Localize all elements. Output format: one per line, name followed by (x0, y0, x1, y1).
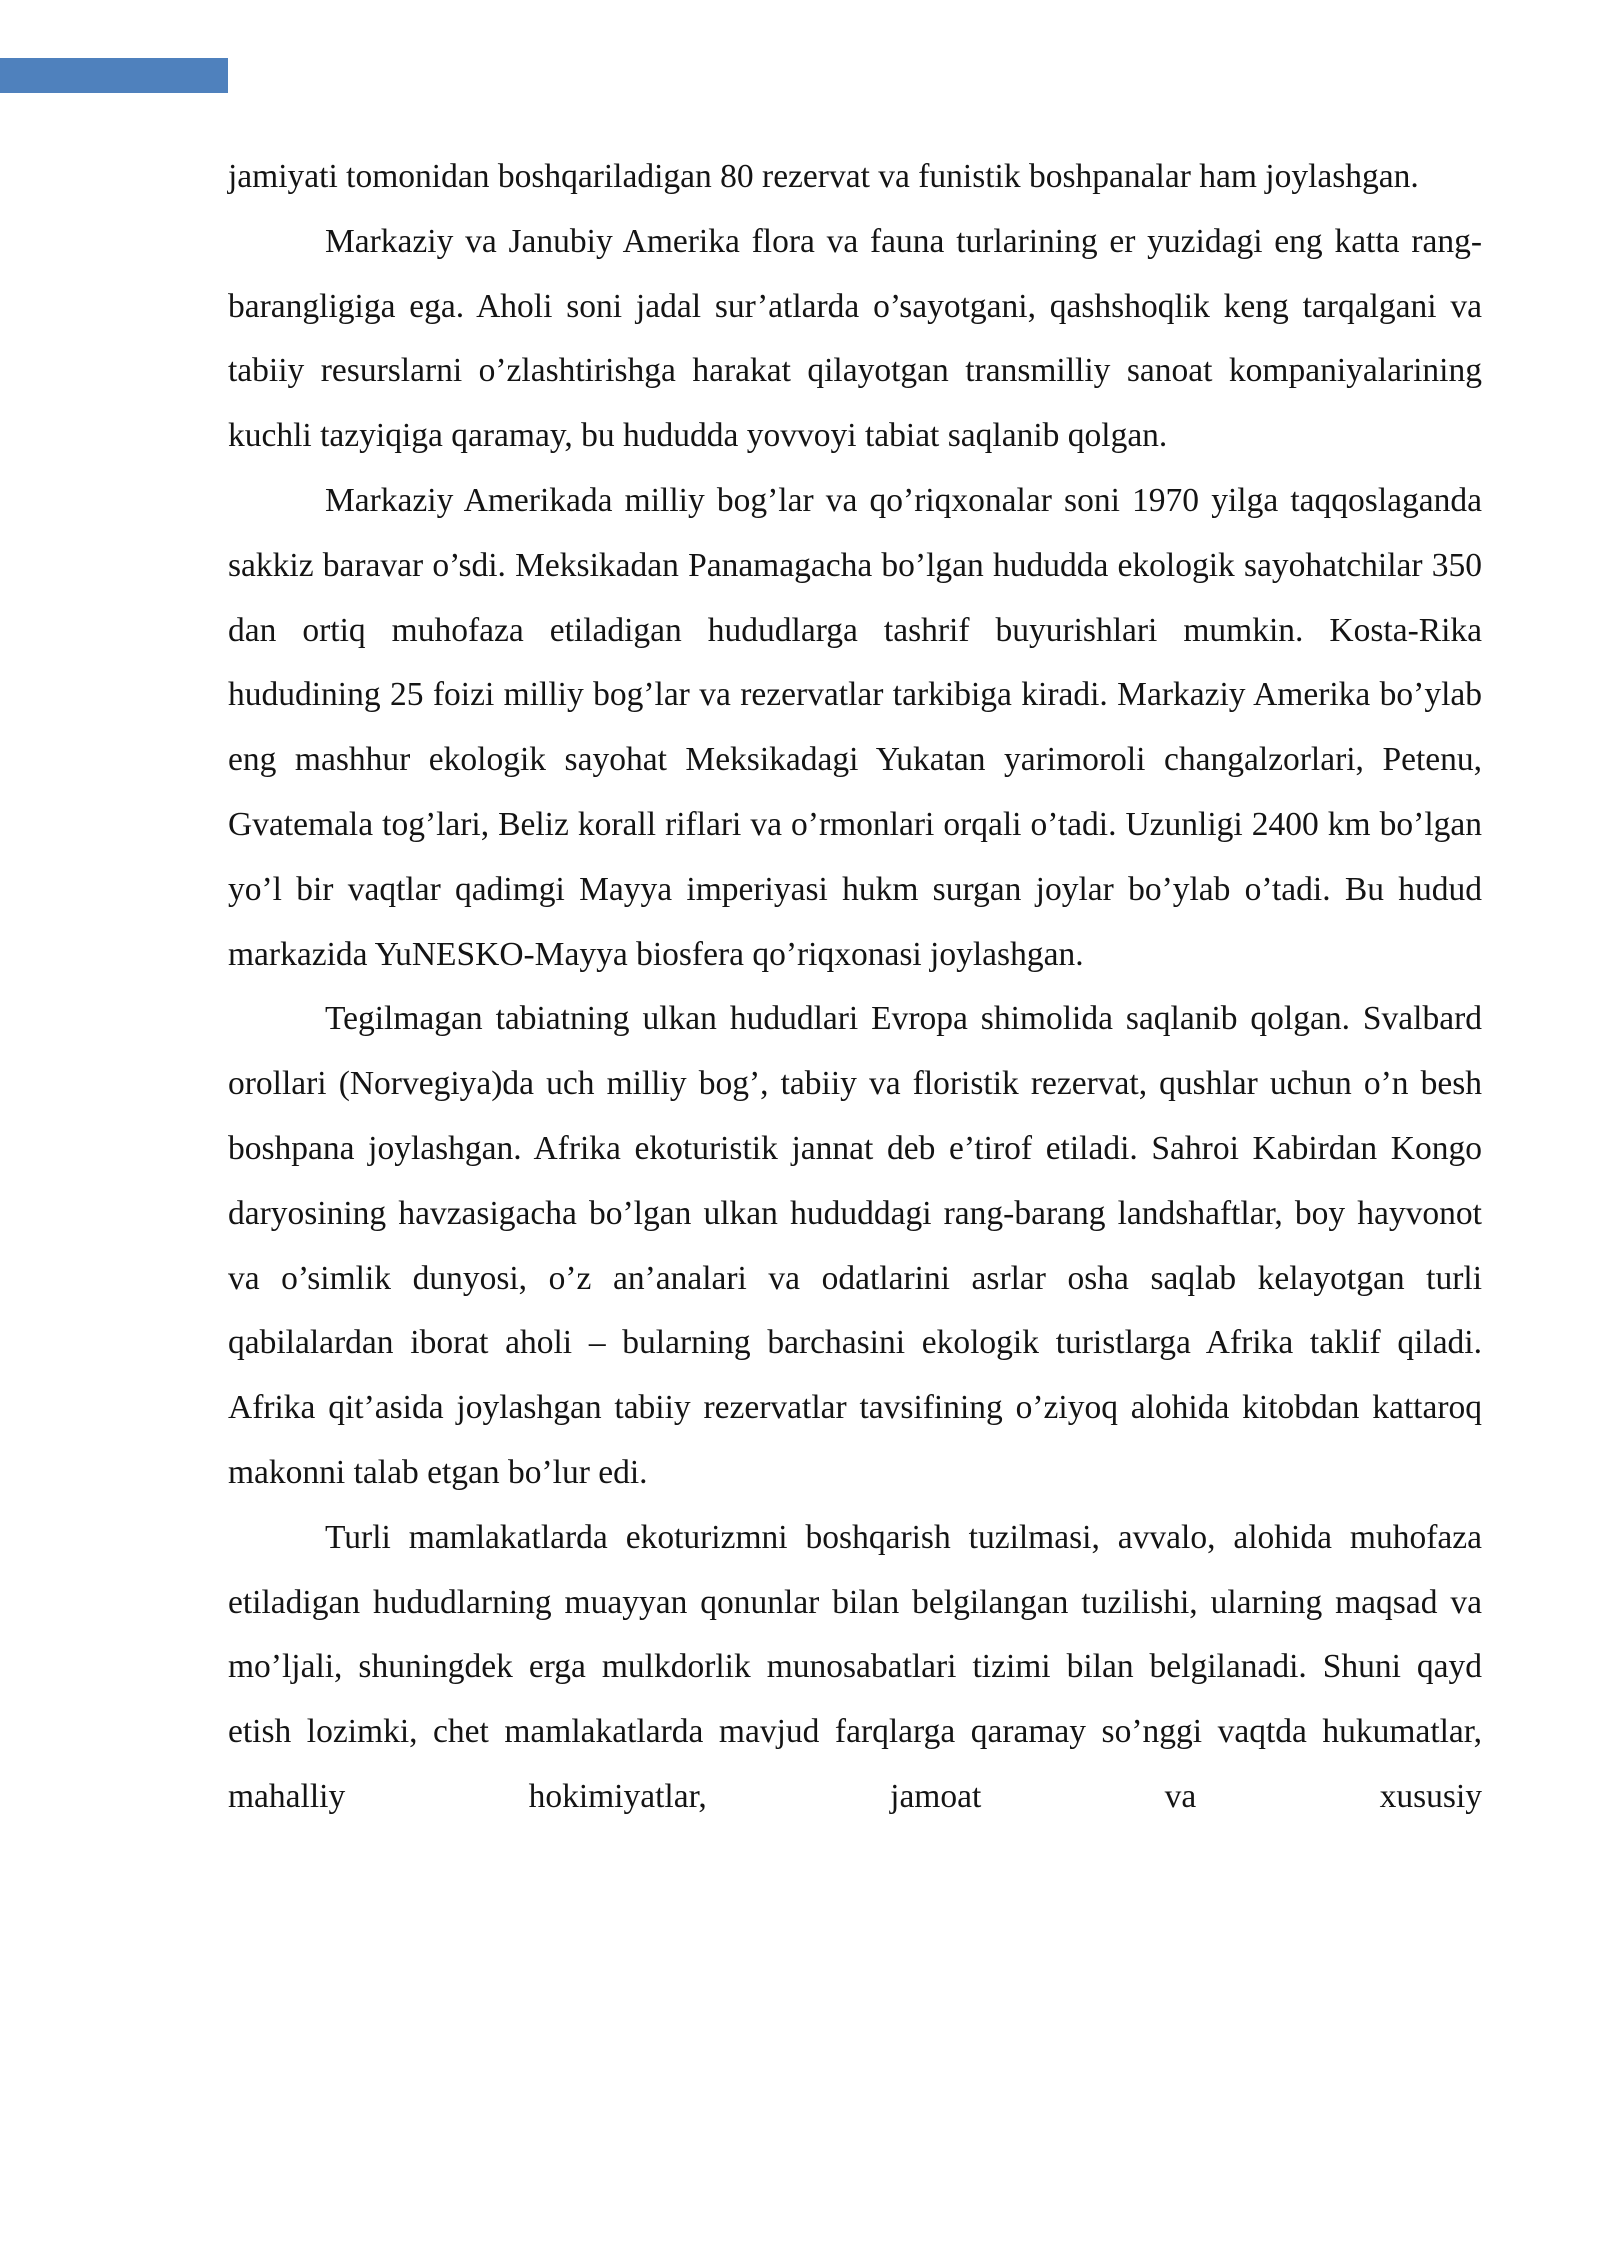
paragraph-ecotourism-management: Turli mamlakatlarda ekoturizmni boshqarish tuzilmasi, avvalo, alohida muhofaza etiladigan hududlarning muayyan qonunlar bilan belgilangan tuzilishi, ularning maqsad va mo’ljali, shuningdek erga mulkdorlik munosabatlari tizimi bilan belgilanadi. Shuni qayd etish lozimki, chet mamlakatlarda mavjud farqlarga qaramay so’nggi vaqtda hukumatlar, mahalliy hokimiyatlar, jamoat va xususiy (228, 1518, 1482, 1815)
header-accent-bar (0, 58, 228, 93)
paragraph-central-south-america: Markaziy va Janubiy Amerika flora va fauna turlarining er yuzidagi eng katta rang-barangligiga ega. Aholi soni jadal sur’atlarda o’sayotgani, qashshoqlik keng tarqalgani va tabiiy resurslarni o’zlashtirishga harakat qilayotgan transmilliy sanoat kompaniyalarining kuchli tazyiqiga qaramay, bu hududda yovvoyi tabiat saqlanib qolgan. (228, 222, 1482, 455)
document-body (228, 145, 1482, 1830)
paragraph-europe-africa: Tegilmagan tabiatning ulkan hududlari Evropa shimolida saqlanib qolgan. Svalbard orollari (Norvegiya)da uch milliy bog’, tabiiy va floristik rezervat, qushlar uchun o’n besh boshpana joylashgan. Afrika ekoturistik jannat deb e’tirof etiladi. Sahroi Kabirdan Kongo daryosining havzasigacha bo’lgan ulkan hududdagi rang-barang landshaftlar, boy hayvonot va o’simlik dunyosi, o’z an’analari va odatlarini asrlar osha saqlab kelayotgan turli qabilalardan iborat aholi – bularning barchasini ekologik turistlarga Afrika taklif qiladi. Afrika qit’asida joylashgan tabiiy rezervatlar tavsifining o’ziyoq alohida kitobdan kattaroq makonni talab etgan bo’lur edi. (228, 1000, 1482, 1491)
paragraph-continued: jamiyati tomonidan boshqariladigan 80 rezervat va funistik boshpanalar ham joylashgan. (228, 158, 1419, 195)
paragraph-central-america-parks: Markaziy Amerikada milliy bog’lar va qo’riqxonalar soni 1970 yilga taqqoslaganda sakkiz baravar o’sdi. Meksikadan Panamagacha bo’lgan hududda ekologik sayohatchilar 350 dan ortiq muhofaza etiladigan hududlarga tashrif buyurishlari mumkin. Kosta-Rika hududining 25 foizi milliy bog’lar va rezervatlar tarkibiga kiradi. Markaziy Amerika bo’ylab eng mashhur ekologik sayohat Meksikadagi Yukatan yarimoroli changalzorlari, Petenu, Gvatemala tog’lari, Beliz korall riflari va o’rmonlari orqali o’tadi. Uzunligi 2400 km bo’lgan yo’l bir vaqtlar qadimgi Mayya imperiyasi hukm surgan joylar bo’ylab o’tadi. Bu hudud markazida YuNESKO-Mayya biosfera qo’riqxonasi joylashgan. (228, 481, 1482, 973)
